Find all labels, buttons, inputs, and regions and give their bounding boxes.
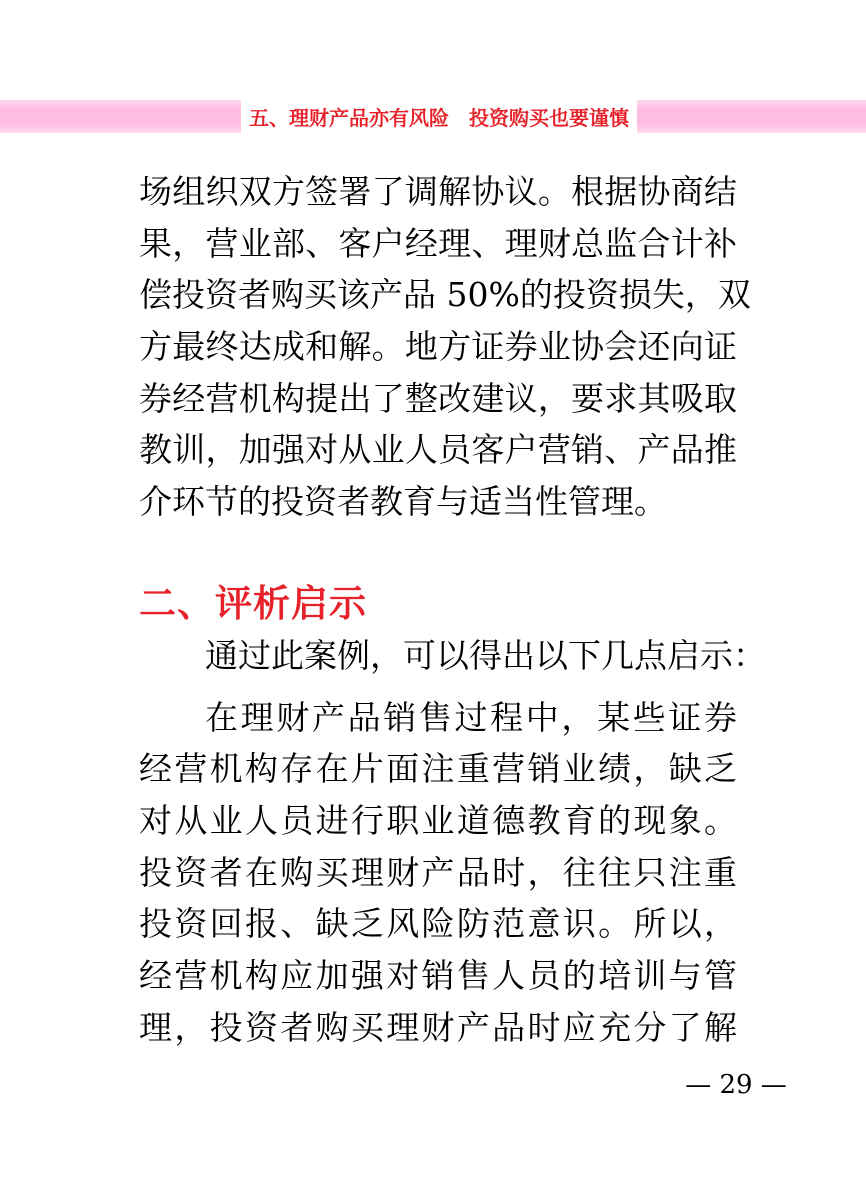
body-line: 教训，加强对从业人员客户营销、产品推 — [139, 430, 737, 470]
body-line: 方最终达成和解。地方证券业协会还向证 — [139, 327, 737, 367]
header-pink-bar-right — [637, 100, 866, 133]
paragraph-continued — [139, 166, 751, 528]
body-line: 对从业人员进行职业道德教育的现象。 — [139, 800, 737, 840]
body-line: 果，营业部、客户经理、理财总监合计补 — [139, 223, 737, 263]
paragraph-intro — [139, 630, 766, 682]
chapter-title: 五、理财产品亦有风险 投资购买也要谨慎 — [249, 106, 629, 130]
body-line: 通过此案例，可以得出以下几点启示： — [205, 635, 766, 675]
section-heading: 二、评析启示 — [139, 581, 367, 625]
body-line: 券经营机构提出了整改建议，要求其吸取 — [139, 378, 737, 418]
body-line: 介环节的投资者教育与适当性管理。 — [139, 482, 667, 522]
body-line: 理，投资者购买理财产品时应充分了解 — [139, 1007, 737, 1047]
body-line: 在理财产品销售过程中，某些证券 — [205, 697, 737, 737]
body-line: 投资回报、缺乏风险防范意识。所以， — [139, 904, 737, 944]
body-line: 场组织双方签署了调解协议。根据协商结 — [139, 172, 737, 211]
paragraph-analysis — [139, 692, 737, 1054]
body-line: 经营机构存在片面注重营销业绩，缺乏 — [139, 749, 737, 789]
page-body — [139, 166, 766, 1053]
body-line: 经营机构应加强对销售人员的培训与管 — [139, 955, 737, 995]
running-header — [0, 100, 866, 133]
page-number: — 29 — — [685, 1070, 787, 1100]
body-line: 投资者在购买理财产品时，往往只注重 — [139, 852, 737, 892]
header-pink-bar-left — [0, 100, 241, 133]
body-line: 偿投资者购买该产品 50%的投资损失，双 — [139, 275, 751, 315]
